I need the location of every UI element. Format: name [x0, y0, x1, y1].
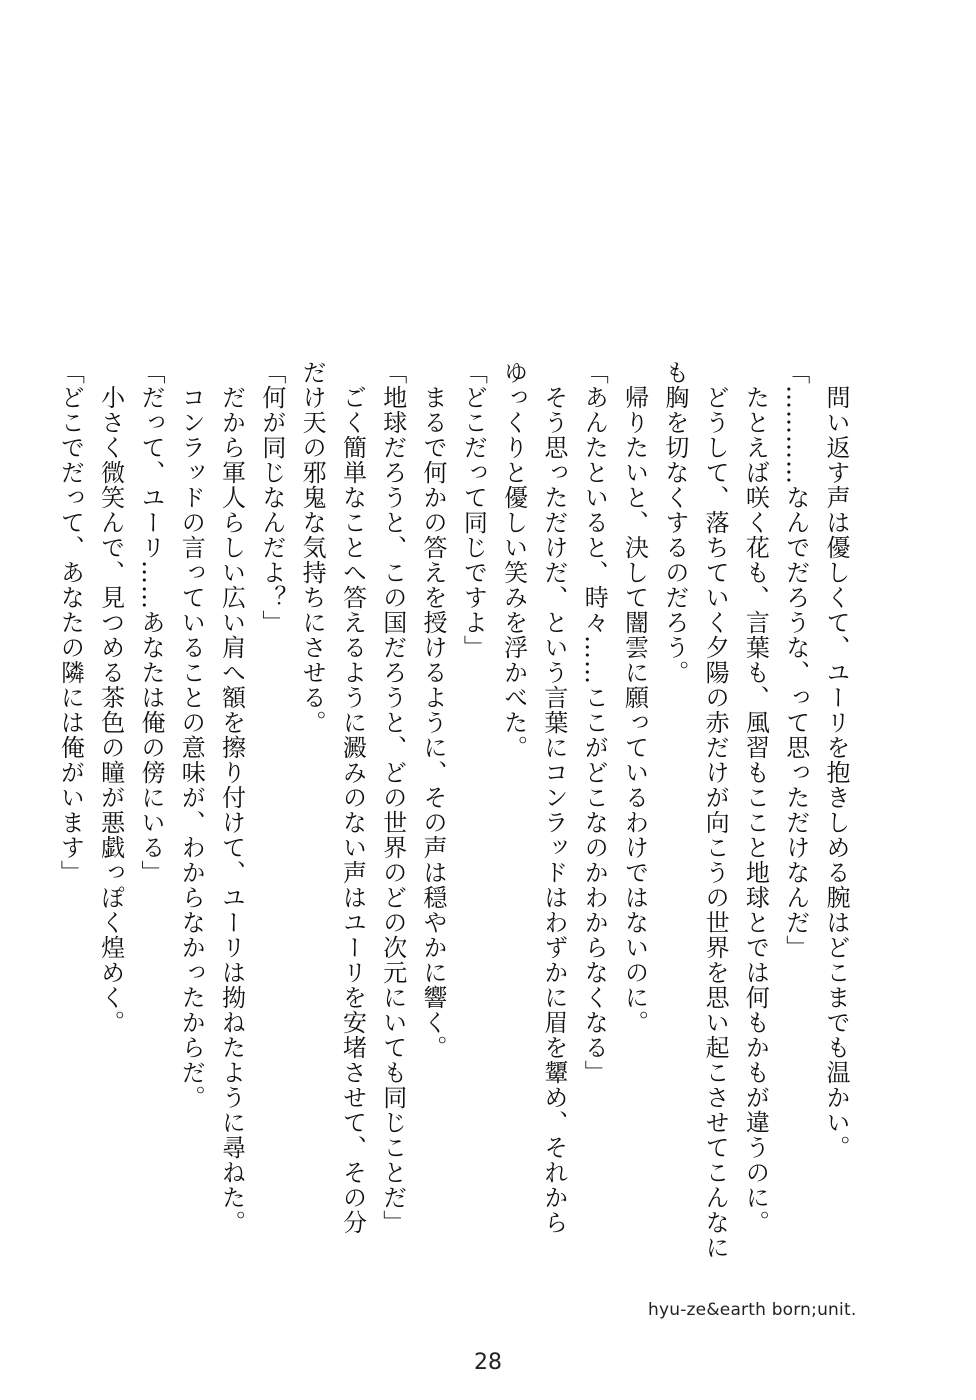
text-line: 「何が同じなんだよ？」 — [257, 360, 286, 635]
text-line: コンラッドの言っていることの意味が、わからなかったからだ。 — [177, 360, 206, 1110]
text-line: 小さく微笑んで、見つめる茶色の瞳が悪戯っぽく煌めく。 — [96, 360, 125, 1035]
text-line: 「地球だろうと、この国だろうと、どの世界のどの次元にいても同じことだ」 — [378, 360, 407, 1235]
text-line: 問い返す声は優しくて、ユーリを抱きしめる腕はどこまでも温かい。 — [822, 360, 850, 1160]
text-line: 「あんたといると、時々……ここがどこなのかわからなくなる」 — [580, 360, 609, 1085]
text-line: 「…………なんでだろうな、って思っただけなんだ」 — [781, 360, 810, 960]
text-line: どうして、落ちていく夕陽の赤だけが向こうの世界を思い起こさせてこんなに — [701, 360, 730, 1260]
text-line: そう思っただけだ、という言葉にコンラッドはわずかに眉を顰め、それから — [539, 360, 568, 1235]
page-number: 28 — [474, 1350, 502, 1375]
text-line: たとえば咲く花も、言葉も、風習もここと地球とでは何もかもが違うのに。 — [741, 360, 770, 1235]
circle-credit: hyu-ze&earth born;unit. — [648, 1300, 857, 1320]
text-line: ゆっくりと優しい笑みを浮かべた。 — [499, 360, 528, 760]
text-line: だから軍人らしい広い肩へ額を擦り付けて、ユーリは拗ねたように尋ねた。 — [217, 360, 246, 1235]
text-line: だけ天の邪鬼な気持ちにさせる。 — [298, 360, 327, 735]
text-line: 「だって、ユーリ……あなたは俺の傍にいる」 — [136, 360, 165, 885]
vertical-text-block — [56, 360, 856, 1260]
text-line: まるで何かの答えを授けるように、その声は穏やかに響く。 — [419, 360, 448, 1060]
text-line: 「どこでだって、あなたの隣には俺がいます」 — [56, 360, 85, 885]
text-line: 帰りたいと、決して闇雲に願っているわけではないのに。 — [620, 360, 649, 1035]
text-line: ごく簡単なことへ答えるように澱みのない声はユーリを安堵させて、その分 — [338, 360, 367, 1235]
text-line: も胸を切なくするのだろう。 — [660, 360, 689, 685]
text-line: 「どこだって同じですよ」 — [459, 360, 488, 660]
